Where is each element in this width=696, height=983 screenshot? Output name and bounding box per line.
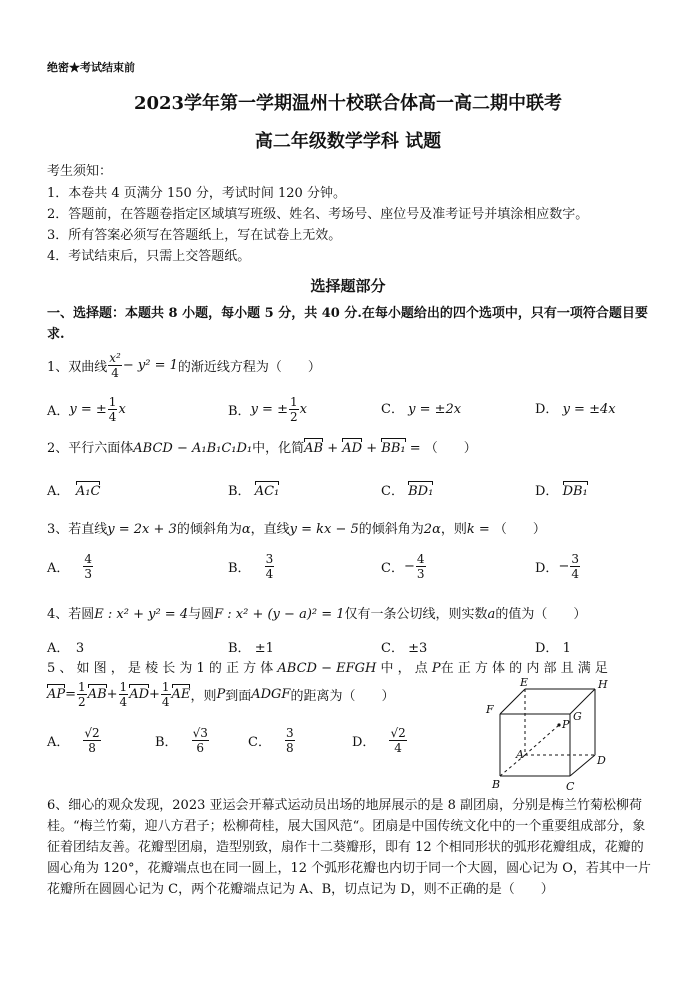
q3-option-a: A． $\frac{4}{3}$: [47, 552, 93, 581]
secret-label: 绝密★考试结束前: [47, 61, 135, 74]
q1-stem-end: 的渐近线方程为（ ）: [177, 360, 321, 375]
label-h: H: [598, 678, 608, 691]
q3-option-d: D． − $\frac{3}{4}$: [535, 552, 579, 581]
q4-option-a: A． 3: [47, 641, 85, 656]
question-5-line2: AP = $\frac{1}{2}$ AB + $\frac{1}{4}$ AD + $\frac{1}{4}$ AE ，则 P 到面 ADGF 的距离为（ ）: [47, 680, 395, 709]
q5-option-b: B． $\frac{√3}{6}$: [155, 726, 208, 755]
q5-option-c: C． $\frac{3}{8}$: [248, 726, 294, 755]
q5-option-a: A． $\frac{√2}{8}$: [47, 726, 100, 755]
label-p: P: [562, 718, 570, 731]
q1-option-c: C． y = ±2x: [381, 402, 462, 417]
q5-option-d: D． $\frac{√2}{4}$: [352, 726, 406, 755]
q2-solid: ABCD − A₁B₁C₁D₁: [133, 441, 253, 456]
q1-option-b: B． y = ± $\frac{1}{2}$ x: [228, 395, 307, 424]
section-instruction: 一、选择题：本题共 8 小题，每小题 5 分，共 40 分.在每小题给出的四个选项中，只有一项符合题目要求.: [47, 306, 648, 342]
q1-stem: 1、双曲线: [47, 360, 108, 375]
question-6: 6、细心的观众发现，2023 亚运会开幕式运动员出场的地屏展示的是 8 副团扇，分别是梅兰竹菊松柳荷桂。“梅兰竹菊，迎八方君子；松柳荷桂，展大国风范“。团扇是中国传统文化中的一个重要组成部分，象征着团结友善。花瓣型团扇，造型别致，扇作十二葵瓣形，即有 12 个相同形状的弧形花瓣组成，花瓣的圆心角为 120°，花瓣端点也在同一圆上，12 个弧形花瓣也内切于同一个大圆，圆心记为 O，若其中一片花瓣所在圆圆心记为 C，两个花瓣端点记为 A、B，切点记为 D，则不正确的是（ ）: [47, 798, 651, 897]
label-f: F: [486, 703, 494, 716]
q3-option-c: C． − $\frac{4}{3}$: [381, 552, 425, 581]
q2-option-c: C． BD₁: [381, 484, 434, 499]
section-title: 选择题部分: [310, 277, 386, 295]
label-g: G: [573, 710, 582, 723]
notice-item: 1．本卷共 4 页满分 150 分，考试时间 120 分钟。: [47, 186, 346, 201]
question-5-line1: 5 、 如 图 ， 是 棱 长 为 1 的 正 方 体 ABCD − EFGH 中 ， 点 P在 正 方 体 的 内 部 且 满 足: [47, 661, 608, 676]
question-4: 4、若圆E : x² + y² = 4与圆F : x² + (y − a)² = 1仅有一条公切线，则实数a的值为（ ）: [47, 607, 587, 622]
notice-heading: 考生须知：: [47, 164, 113, 179]
label-e: E: [520, 676, 529, 689]
question-3: 3、若直线y = 2x + 3的倾斜角为α，直线y = kx − 5的倾斜角为2α，则k = （ ）: [47, 522, 546, 537]
question-1: [47, 352, 321, 379]
question-2: 2、平行六面体ABCD − A₁B₁C₁D₁中，化简AB + AD + BB₁ = （ ）: [47, 441, 477, 456]
label-b: B: [492, 778, 501, 791]
q2-option-a: A． A₁C: [47, 484, 101, 499]
vector-ad: AD: [342, 441, 363, 456]
notice-item: 4．考试结束后，只需上交答题纸。: [47, 249, 251, 264]
q1-option-d: D． y = ±4x: [535, 402, 616, 417]
q4-option-d: D． 1: [535, 641, 571, 656]
point-p: [557, 723, 560, 726]
q4-option-b: B． ±1: [228, 641, 274, 656]
notice-item: 3．所有答案必须写在答题纸上，写在试卷上无效。: [47, 228, 342, 243]
exam-subtitle: 高二年级数学学科 试题: [254, 131, 442, 152]
q1-equation: − y² = 1: [122, 358, 178, 373]
cube-figure: [480, 676, 620, 794]
q3-option-b: B． $\frac{3}{4}$: [228, 552, 274, 581]
q1-fraction: $\frac{\text{x²}}{4}$: [109, 351, 121, 380]
vector-ab: AB: [304, 441, 324, 456]
vector-bb1: BB₁: [381, 441, 406, 456]
q4-option-c: C． ±3: [381, 641, 428, 656]
q2-option-b: B． AC₁: [228, 484, 280, 499]
notice-item: 2．答题前，在答题卷指定区域填写班级、姓名、考场号、座位号及准考证号并填涂相应数字。: [47, 207, 589, 222]
label-a: A: [516, 748, 524, 761]
label-d: D: [597, 754, 606, 767]
exam-title: 2023学年第一学期温州十校联合体高一高二期中联考: [133, 93, 563, 114]
q1-option-a: A． y = ± $\frac{1}{4}$ x: [47, 395, 126, 424]
q2-option-d: D． DB₁: [535, 484, 588, 499]
label-c: C: [566, 780, 575, 793]
